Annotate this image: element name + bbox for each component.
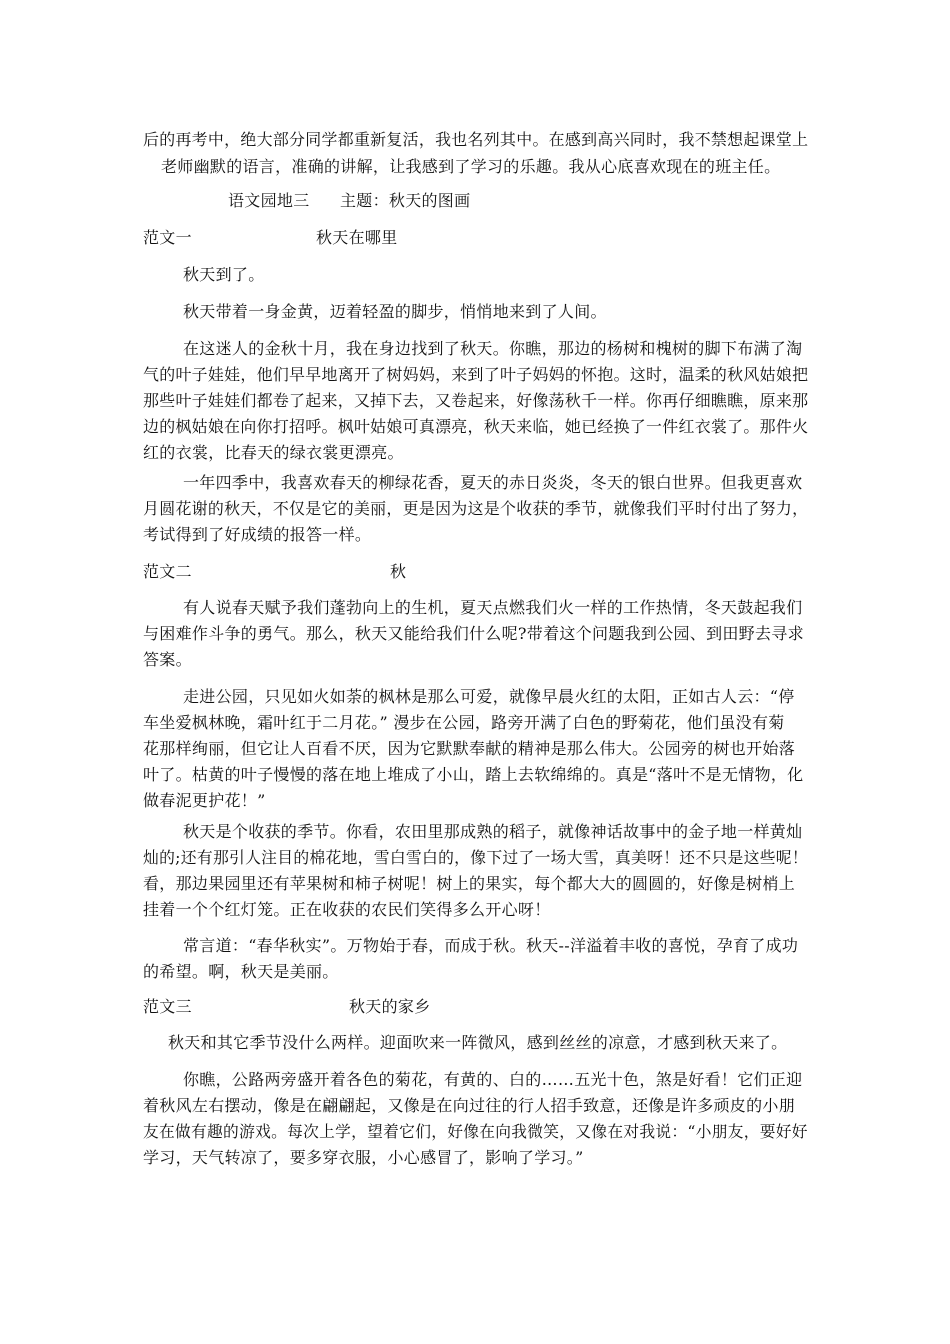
essay2-p4-line-2: 的希望。啊，秋天是美丽。 <box>143 962 339 981</box>
essay3-p2-line-4: 学习，天气转凉了，要多穿衣服，小心感冒了，影响了学习。” <box>143 1148 584 1167</box>
essay2-p3-line-2: 灿的;还有那引人注目的棉花地，雪白雪白的，像下过了一场大雪，真美呀！还不只是这些呢！ <box>143 848 808 867</box>
essay2-p2-line-1: 走进公园，只见如火如荼的枫林是那么可爱，就像早晨火红的太阳，正如古人云：“停 <box>183 687 795 706</box>
essay1-title: 秋天在哪里 <box>316 228 398 247</box>
section-heading-left: 语文园地三 <box>228 191 310 210</box>
essay1-p4-line-1: 一年四季中，我喜欢春天的柳绿花香，夏天的赤日炎炎，冬天的银白世界。但我更喜欢 <box>183 473 803 492</box>
intro-line-2: 老师幽默的语言，准确的讲解，让我感到了学习的乐趣。我从心底喜欢现在的班主任。 <box>161 157 781 176</box>
essay1-p4-line-2: 月圆花谢的秋天，不仅是它的美丽，更是因为这是个收获的季节，就像我们平时付出了努力， <box>143 499 809 518</box>
essay2-p3-line-1: 秋天是个收获的季节。你看，农田里那成熟的稻子，就像神话故事中的金子地一样黄灿 <box>183 822 803 841</box>
essay2-p1-line-2: 与困难作斗争的勇气。那么，秋天又能给我们什么呢?带着这个问题我到公园、到田野去寻求 <box>143 624 804 643</box>
essay1-p3-line-1: 在这迷人的金秋十月，我在身边找到了秋天。你瞧，那边的杨树和槐树的脚下布满了淘 <box>183 339 803 358</box>
essay2-title: 秋 <box>390 562 407 581</box>
essay1-p3-line-2: 气的叶子娃娃，他们早早地离开了树妈妈，来到了叶子妈妈的怀抱。这时，温柔的秋风姑娘把 <box>143 365 809 384</box>
essay3-p2-line-1: 你瞧，公路两旁盛开着各色的菊花，有黄的、白的……五光十色，煞是好看！它们正迎 <box>183 1070 803 1089</box>
essay1-paragraph-1: 秋天到了。 <box>183 265 265 284</box>
essay3-title: 秋天的家乡 <box>349 997 431 1016</box>
essay2-p2-line-2: 车坐爱枫林晚，霜叶红于二月花。” 漫步在公园，路旁开满了白色的野菊花，他们虽没有菊 <box>143 713 785 732</box>
essay3-p2-line-3: 友在做有趣的游戏。每次上学，望着它们，好像在向我微笑，又像在对我说：“小朋友，要好好 <box>143 1122 808 1141</box>
essay3-paragraph-1: 秋天和其它季节没什么两样。迎面吹来一阵微风，感到丝丝的凉意，才感到秋天来了。 <box>168 1033 788 1052</box>
essay1-p3-line-3: 那些叶子娃娃们都卷了起来，又掉下去，又卷起来，好像荡秋千一样。你再仔细瞧瞧，原来那 <box>143 391 809 410</box>
essay2-p3-line-4: 挂着一个个红灯笼。正在收获的农民们笑得多么开心呀！ <box>143 900 551 919</box>
essay1-p4-line-3: 考试得到了好成绩的报答一样。 <box>143 525 372 544</box>
essay2-p1-line-1: 有人说春天赋予我们蓬勃向上的生机，夏天点燃我们火一样的工作热情，冬天鼓起我们 <box>183 598 803 617</box>
essay1-p3-line-4: 边的枫姑娘在向你打招呼。枫叶姑娘可真漂亮，秋天来临，她已经换了一件红衣裳了。那件火 <box>143 417 809 436</box>
essay2-p2-line-3: 花那样绚丽，但它让人百看不厌，因为它默默奉献的精神是那么伟大。公园旁的树也开始落 <box>143 739 796 758</box>
essay2-label: 范文二 <box>143 562 192 581</box>
essay1-p3-line-5: 红的衣裳，比春天的绿衣裳更漂亮。 <box>143 443 404 462</box>
essay2-p2-line-5: 做春泥更护花！” <box>143 791 266 810</box>
essay1-label: 范文一 <box>143 228 192 247</box>
essay2-p3-line-3: 看，那边果园里还有苹果树和柿子树呢！树上的果实，每个都大大的圆圆的，好像是树梢上 <box>143 874 796 893</box>
essay2-p2-line-4: 叶了。枯黄的叶子慢慢的落在地上堆成了小山，踏上去软绵绵的。真是“落叶不是无情物，化 <box>143 765 804 784</box>
intro-line-1: 后的再考中，绝大部分同学都重新复活，我也名列其中。在感到高兴同时，我不禁想起课堂上 <box>143 130 809 149</box>
essay3-label: 范文三 <box>143 997 192 1016</box>
section-heading-right: 主题：秋天的图画 <box>340 191 471 210</box>
essay2-p4-line-1: 常言道：“春华秋实”。万物始于春，而成于秋。秋天--洋溢着丰收的喜悦，孕育了成功 <box>183 936 799 955</box>
essay2-p1-line-3: 答案。 <box>143 650 192 669</box>
essay3-p2-line-2: 着秋风左右摆动，像是在翩翩起，又像是在向过往的行人招手致意，还像是许多顽皮的小朋 <box>143 1096 796 1115</box>
essay1-paragraph-2: 秋天带着一身金黄，迈着轻盈的脚步，悄悄地来到了人间。 <box>183 302 607 321</box>
